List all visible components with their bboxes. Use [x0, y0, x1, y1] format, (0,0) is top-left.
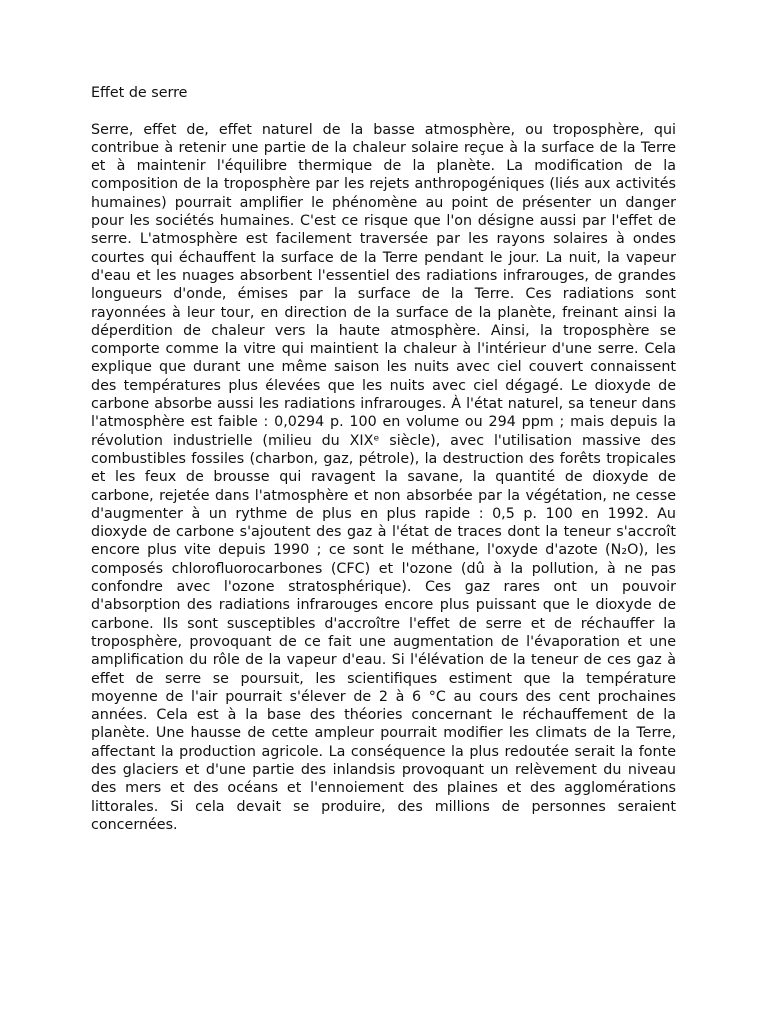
document-page: [91, 84, 676, 834]
document-body-paragraph: Serre, effet de, effet naturel de la basse atmosphère, ou troposphère, qui contribue à retenir une partie de la chaleur solaire reçue à la surface de la Terre et à maintenir l'équilibre thermique de la planète. La modification de la composition de la troposphère par les rejets anthropogéniques (liés aux activités humaines) pourrait amplifier le phénomène au point de présenter un danger pour les sociétés humaines. C'est ce risque que l'on désigne aussi par l'effet de serre. L'atmosphère est facilement traversée par les rayons solaires à ondes courtes qui échauffent la surface de la Terre pendant le jour. La nuit, la vapeur d'eau et les nuages absorbent l'essentiel des radiations infrarouges, de grandes longueurs d'onde, émises par la surface de la Terre. Ces radiations sont rayonnées à leur tour, en direction de la surface de la planète, freinant ainsi la déperdition de chaleur vers la haute atmosphère. Ainsi, la troposphère se comporte comme la vitre qui maintient la chaleur à l'intérieur d'une serre. Cela explique que durant une même saison les nuits avec ciel couvert connaissent des températures plus élevées que les nuits avec ciel dégagé. Le dioxyde de carbone absorbe aussi les radiations infrarouges. À l'état naturel, sa teneur dans l'atmosphère est faible : 0,0294 p. 100 en volume ou 294 ppm ; mais depuis la révolution industrielle (milieu du XIXᵉ siècle), avec l'utilisation massive des combustibles fossiles (charbon, gaz, pétrole), la destruction des forêts tropicales et les feux de brousse qui ravagent la savane, la quantité de dioxyde de carbone, rejetée dans l'atmosphère et non absorbée par la végétation, ne cesse d'augmenter à un rythme de plus en plus rapide : 0,5 p. 100 en 1992. Au dioxyde de carbone s'ajoutent des gaz à l'état de traces dont la teneur s'accroît encore plus vite depuis 1990 ; ce sont le méthane, l'oxyde d'azote (N₂O), les composés chlorofluorocarbones (CFC) et l'ozone (dû à la pollution, à ne pas confondre avec l'ozone stratosphérique). Ces gaz rares ont un pouvoir d'absorption des radiations infrarouges encore plus puissant que le dioxyde de carbone. Ils sont susceptibles d'accroître l'effet de serre et de réchauffer la troposphère, provoquant de ce fait une augmentation de l'évaporation et une amplification du rôle de la vapeur d'eau. Si l'élévation de la teneur de ces gaz à effet de serre se poursuit, les scientifiques estiment que la température moyenne de l'air pourrait s'élever de 2 à 6 °C au cours des cent prochaines années. Cela est à la base des théories concernant le réchauffement de la planète. Une hausse de cette ampleur pourrait modifier les climats de la Terre, affectant la production agricole. La conséquence la plus redoutée serait la fonte des glaciers et d'une partie des inlandsis provoquant un relèvement du niveau des mers et des océans et l'ennoiement des plaines et des agglomérations littorales. Si cela devait se produire, des millions de personnes seraient concernées.: [91, 121, 676, 833]
document-title: Effet de serre: [91, 85, 188, 101]
